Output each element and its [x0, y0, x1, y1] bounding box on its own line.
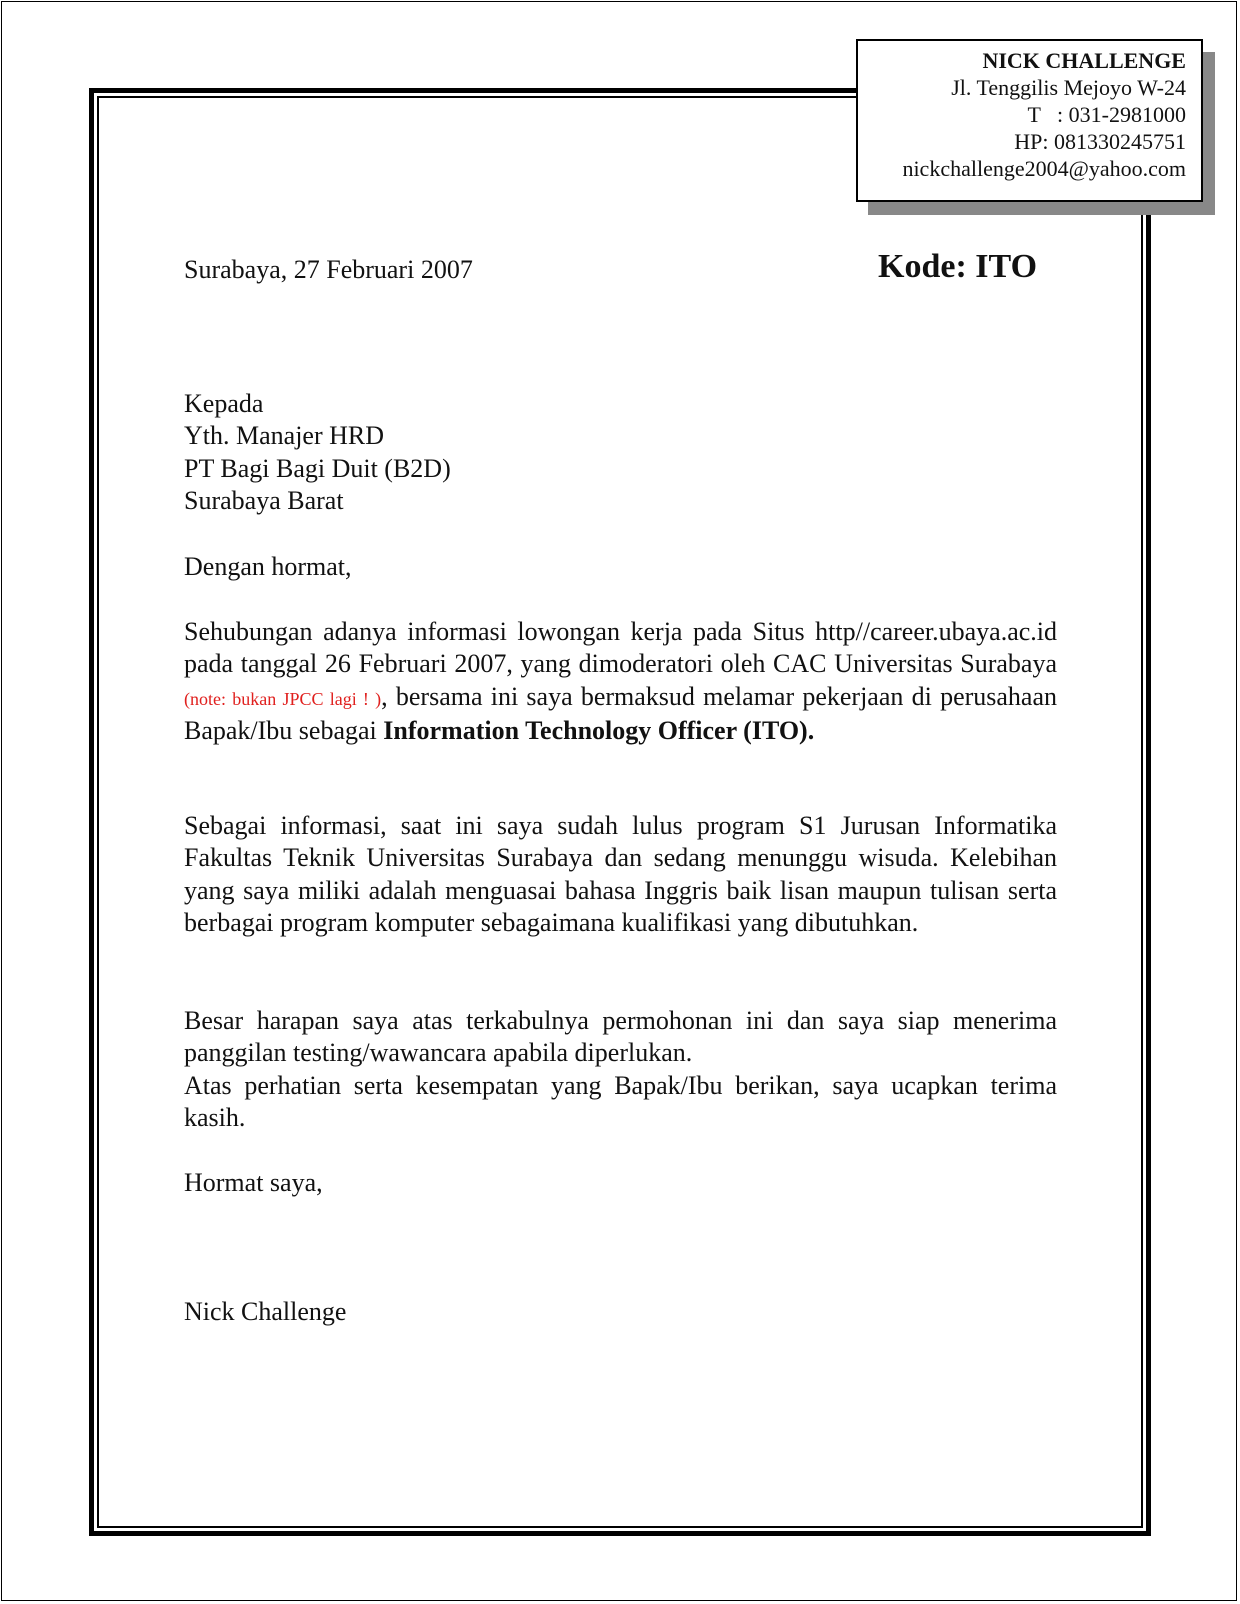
recipient-line: Surabaya Barat — [184, 486, 344, 516]
recipient-line: Yth. Manajer HRD — [184, 421, 385, 451]
sender-name: NICK CHALLENGE — [982, 48, 1186, 73]
applied-position: Information Technology Officer (ITO). — [383, 716, 815, 746]
sender-email: nickchallenge2004@yahoo.com — [902, 156, 1186, 181]
greeting: Dengan hormat, — [184, 552, 352, 581]
sender-address: Jl. Tenggilis Mejoyo W-24 — [951, 75, 1186, 100]
sender-mobile: HP: 081330245751 — [1014, 129, 1186, 154]
recipient-line: PT Bagi Bagi Duit (B2D) — [184, 453, 451, 483]
closing-salutation: Hormat saya, — [184, 1168, 323, 1197]
signature-name: Nick Challenge — [184, 1297, 347, 1326]
recipient-block — [184, 388, 1057, 518]
paragraph-closing-remarks — [184, 1005, 1057, 1135]
letter-date: Surabaya, 27 Februari 2007 — [184, 255, 473, 284]
sender-info-box — [856, 39, 1203, 202]
recipient-line: Kepada — [184, 389, 264, 418]
paragraph-application — [184, 616, 1057, 748]
note-annotation: (note: bukan JPCC lagi ! ) — [184, 688, 382, 709]
paragraph-text: , bersama ini saya bermaksud melamar pekerjaan di perusahaan Bapak/Ibu sebagai — [184, 681, 1058, 746]
paragraph-text: Besar harapan saya atas terkabulnya permohonan ini dan saya siap menerima panggilan testing/wawancara apabila diperlukan. — [184, 1006, 1057, 1068]
position-code: Kode: ITO — [878, 248, 1038, 285]
paragraph-qualifications: Sebagai informasi, saat ini saya sudah lulus program S1 Jurusan Informatika Fakultas Teknik Universitas Surabaya dan sedang menunggu wisuda. Kelebihan yang saya miliki adalah menguasai bahasa Inggris baik lisan maupun tulisan serta berbagai program komputer sebagaimana kualifikasi yang dibutuhkan. — [184, 811, 1057, 938]
paragraph-text: Sehubungan adanya informasi lowongan kerja pada Situs http//career.ubaya.ac.id pada tanggal 26 Februari 2007, yang dimoderatori oleh CAC Universitas Surabaya — [184, 617, 1057, 679]
paragraph-text: Atas perhatian serta kesempatan yang Bapak/Ibu berikan, saya ucapkan terima kasih. — [184, 1070, 1057, 1133]
sender-phone: T : 031-2981000 — [1027, 102, 1186, 127]
